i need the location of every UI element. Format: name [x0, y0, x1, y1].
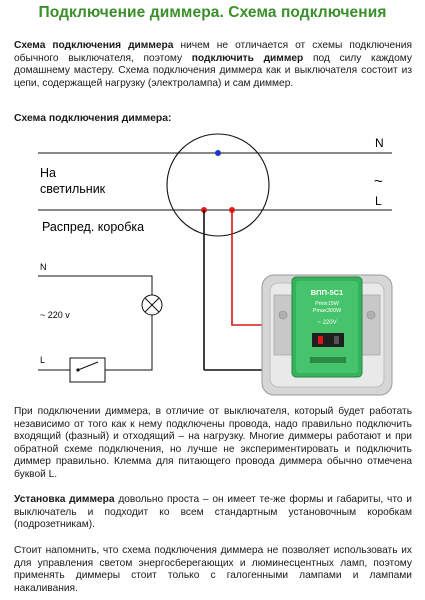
dimmer-model: ВПП-5С1	[310, 288, 344, 297]
intro-text-2: под силу каждому домашнему мастеру. Схема подключения диммера как и выключателя состоит из цепи, содержащей нагрузку (электролампа) и сам диммер.	[14, 52, 412, 89]
wiring-diagram	[0, 125, 425, 405]
schematic-neutral	[38, 276, 152, 295]
installation-bold-phrase: Установка диммера	[14, 494, 115, 505]
label-l: L	[375, 194, 382, 208]
schematic-label-l: L	[40, 355, 46, 365]
intro-bold-phrase-2: подключить диммер	[191, 52, 304, 64]
intro-bold-phrase: Схема подключения диммера	[14, 40, 174, 51]
neutral-junction-dot	[215, 150, 221, 156]
page-title: Подключение диммера. Схема подключения	[38, 4, 387, 21]
paragraph-warning: Стоит напомнить, что схема подключения диммера не позволяет использовать их для управления светом энергосберегающих и люминесцентных ламп, поэтому применять диммеры стоит только с галогенными лампами и лампами накаливания.	[14, 545, 412, 594]
installation-text: довольно проста – он имеет те-же формы и габариты, что и выключатель и подходит ко всем стандартным установочным коробкам (подрозетникам).	[14, 494, 412, 531]
switch-symbol-icon	[70, 358, 105, 382]
schematic-lamp-wire	[105, 315, 152, 370]
label-n: N	[375, 136, 384, 150]
label-lamp-1: На	[40, 166, 56, 180]
diagram-heading: Схема подключения диммера:	[14, 113, 172, 124]
intro-paragraph	[14, 40, 412, 90]
label-lamp-2: светильник	[40, 182, 106, 196]
intro-text: ничем не отличается от схемы подключения обычного выключателя, поэтому	[14, 40, 412, 64]
schematic-voltage: ~ 220 v	[40, 310, 70, 320]
label-tilde: ~	[374, 173, 383, 190]
dimmer-pmin: Pmin15W	[315, 301, 339, 307]
junction-box-circle	[167, 134, 269, 236]
schematic-label-n: N	[40, 262, 47, 272]
label-distribution-box: Распред. коробка	[42, 220, 145, 234]
dimmer-device-image	[262, 275, 392, 395]
paragraph-connection: При подключении диммера, в отличие от выключателя, который будет работать независимо от того как к нему подключены провода, надо правильно подключить входящий (фазный) и отходящий – на нагрузку. Многие диммеры работают и при обратной схеме подключения, но лучше не экспериментировать и подключить диммер правильно. Клемма для питающего провода диммера обычно отмечена буквой L.	[14, 406, 412, 480]
dimmer-voltage: ~ 220V	[317, 320, 337, 326]
dimmer-pmax: Pmax300W	[312, 308, 342, 314]
paragraph-installation	[14, 494, 412, 532]
